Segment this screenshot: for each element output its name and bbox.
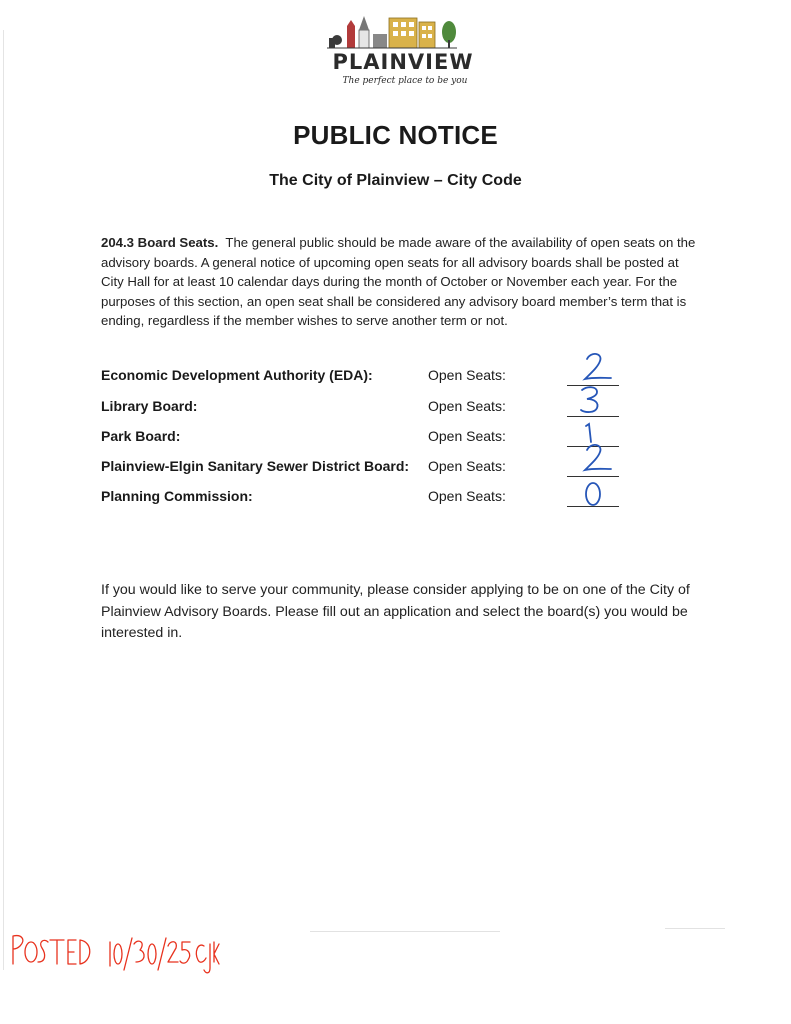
board-name: Park Board: bbox=[101, 428, 181, 444]
board-row-sewer-district bbox=[101, 458, 641, 484]
posted-stamp bbox=[10, 928, 220, 978]
page-edge bbox=[3, 30, 4, 970]
page-subtitle: The City of Plainview – City Code bbox=[269, 172, 522, 189]
seat-fill-line bbox=[567, 506, 619, 507]
board-name: Library Board: bbox=[101, 398, 198, 414]
page-title: PUBLIC NOTICE bbox=[293, 120, 498, 150]
logo-tagline: The perfect place to be you bbox=[342, 76, 468, 86]
open-seats-label: Open Seats: bbox=[428, 428, 506, 444]
open-seats-label: Open Seats: bbox=[428, 367, 506, 383]
section-body: The general public should be made aware of the availability of open seats on the advisory boards. A general notice of upcoming open seats for all advisory boards shall be posted at City Hall for at least 10 calendar days during the month of October or November each year. For the purposes of this section, an open seat shall be considered any advisory board member’s term that is ending, regardless if the member wishes to serve another term or not. bbox=[101, 235, 696, 328]
handwritten-seat-count bbox=[567, 351, 619, 385]
board-row-library bbox=[101, 398, 641, 424]
logo-name: PLAINVIEW bbox=[332, 50, 474, 74]
closing-paragraph: If you would like to serve your community, please consider applying to be on one of the City of Plainview Advisory Boards. Please fill out an application and select the board(s) you would be interested in. bbox=[101, 582, 690, 641]
board-row-eda bbox=[101, 367, 641, 393]
handwritten-seat-count bbox=[567, 412, 619, 446]
scan-artifact bbox=[665, 928, 725, 929]
skyline-icon bbox=[325, 12, 485, 88]
scan-artifact bbox=[310, 931, 500, 932]
section-heading: 204.3 Board Seats. bbox=[101, 235, 219, 250]
open-seats-label: Open Seats: bbox=[428, 458, 506, 474]
board-row-park bbox=[101, 428, 641, 454]
handwritten-seat-count bbox=[567, 472, 619, 506]
board-name: Plainview-Elgin Sanitary Sewer District Board: bbox=[101, 458, 410, 474]
open-seats-label: Open Seats: bbox=[428, 398, 506, 414]
board-row-planning bbox=[101, 488, 641, 514]
handwritten-seat-count bbox=[567, 382, 619, 416]
plainview-logo bbox=[325, 12, 485, 88]
posted-signature-icon bbox=[10, 928, 220, 978]
board-name: Economic Development Authority (EDA): bbox=[101, 367, 373, 383]
code-section bbox=[101, 233, 701, 331]
handwritten-seat-count bbox=[567, 442, 619, 476]
board-name: Planning Commission: bbox=[101, 488, 253, 504]
open-seats-label: Open Seats: bbox=[428, 488, 506, 504]
